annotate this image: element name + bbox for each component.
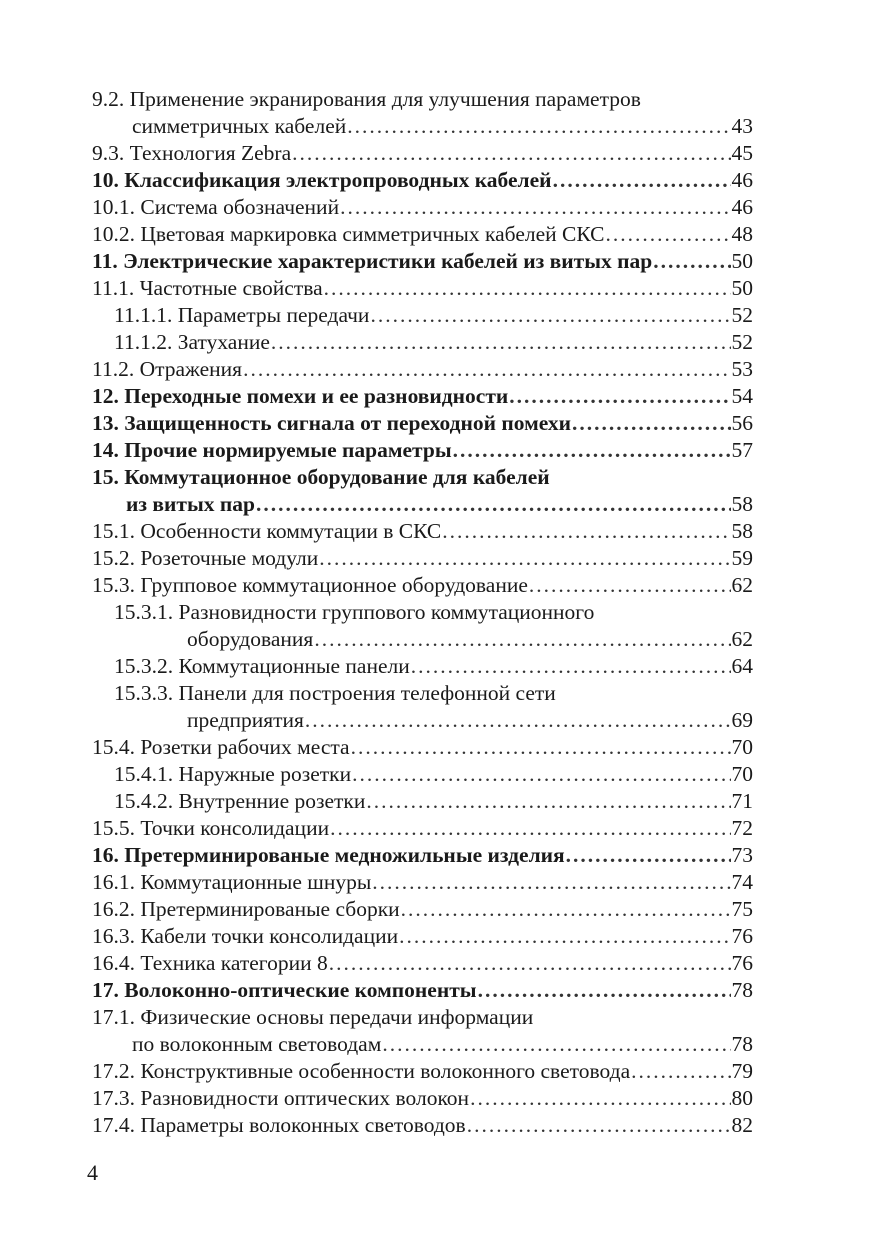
toc-entry-title: 15.5. Точки консолидации [92,816,330,840]
toc-entry-title: 15.4.2. Внутренние розетки [114,789,366,813]
toc-entry-title: 17.3. Разновидности оптических волокон [92,1086,470,1110]
toc-leader-dots [382,1031,730,1058]
toc-entry-title: 11.2. Отражения [92,357,243,381]
toc-entry [92,302,753,329]
toc-entry-title: 15.3.2. Коммутационные панели [114,654,410,678]
toc-leader-dots [256,491,731,518]
toc-entry-title: 16. Претерминированые медножильные изделия [92,843,565,867]
toc-entry-title: 11.1. Частотные свойства [92,276,323,300]
toc-entry-title: 15.3. Групповое коммутационное оборудование [92,573,528,597]
toc-entry-page: 50 [731,276,753,300]
toc-entry-page: 48 [731,222,753,246]
toc-entry-title: 9.2. Применение экранирования для улучшения параметров [92,87,641,111]
toc-entry-page: 64 [731,654,753,678]
toc-entry-page: 57 [731,438,753,462]
toc-entry-page: 46 [731,168,753,192]
toc-leader-dots [329,950,731,977]
toc-entry-title: 16.3. Кабели точки консолидации [92,924,399,948]
toc-entry [92,680,753,707]
toc-entry [92,356,753,383]
toc-entry-title: 17.4. Параметры волоконных световодов [92,1113,466,1137]
toc-leader-dots [305,707,731,734]
toc-leader-dots [347,113,730,140]
toc-entry [92,221,753,248]
toc-leader-dots [442,518,730,545]
toc-entry-page: 52 [731,303,753,327]
toc-entry [92,869,753,896]
toc-entry-page: 79 [731,1059,753,1083]
toc-entry-page: 58 [731,492,753,516]
toc-leader-dots [572,410,730,437]
toc-leader-dots [372,869,730,896]
toc-entry-title: симметричных кабелей [132,114,347,138]
toc-entry-page: 69 [731,708,753,732]
toc-entry-title: 15.3.1. Разновидности группового коммутационного [114,600,595,624]
toc-leader-dots [399,923,730,950]
toc-entry-title: 16.1. Коммутационные шнуры [92,870,372,894]
toc-entry-title: 11.1.1. Параметры передачи [114,303,370,327]
toc-entry-page: 80 [731,1086,753,1110]
toc-leader-dots [352,761,730,788]
toc-entry [92,842,753,869]
toc-entry [92,275,753,302]
toc-entry [92,1058,753,1085]
toc-leader-dots [319,545,730,572]
toc-entry-page: 75 [731,897,753,921]
toc-entry [92,653,753,680]
toc-entry [92,977,753,1004]
toc-entry-page: 72 [731,816,753,840]
toc-entry [92,329,753,356]
toc-leader-dots [324,275,731,302]
toc-entry-page: 54 [731,384,753,408]
toc-entry-title: 15.4.1. Наружные розетки [114,762,352,786]
toc-entry [92,1085,753,1112]
toc-entry [92,140,753,167]
toc-entry-page: 58 [731,519,753,543]
toc-entry [92,788,753,815]
toc-entry [92,572,753,599]
toc-entry-page: 78 [731,1032,753,1056]
toc-leader-dots [653,248,730,275]
toc-entry-page: 70 [731,762,753,786]
toc-entry-title: 10.1. Система обозначений [92,195,340,219]
toc-entry-page: 43 [731,114,753,138]
toc-entry-title: 16.2. Претерминированые сборки [92,897,400,921]
toc-entry-page: 74 [731,870,753,894]
toc-entry [92,113,753,140]
toc-entry [92,410,753,437]
page-number: 4 [87,1160,98,1185]
toc-leader-dots [243,356,730,383]
toc-leader-dots [529,572,731,599]
table-of-contents [92,86,753,1139]
toc-leader-dots [314,626,730,653]
toc-entry [92,248,753,275]
toc-entry-page: 62 [731,627,753,651]
toc-entry-title: оборудования [187,627,314,651]
toc-leader-dots [411,653,731,680]
toc-leader-dots [292,140,730,167]
toc-entry-page: 76 [731,951,753,975]
toc-entry-title: 10. Классификация электропроводных кабелей [92,168,552,192]
toc-entry-page: 71 [731,789,753,813]
toc-entry [92,950,753,977]
toc-entry [92,707,753,734]
toc-entry-title: 15.4. Розетки рабочих места [92,735,350,759]
toc-entry-title: 17.2. Конструктивные особенности волоконного световода [92,1059,631,1083]
toc-entry-title: 14. Прочие нормируемые параметры [92,438,452,462]
toc-entry-title: из витых пар [126,492,255,516]
toc-entry-title: 17. Волоконно-оптические компоненты [92,978,477,1002]
toc-entry [92,167,753,194]
toc-entry-title: 11. Электрические характеристики кабелей из витых пар [92,249,653,273]
toc-entry-title: 15.2. Розеточные модули [92,546,319,570]
toc-entry-title: 17.1. Физические основы передачи информации [92,1005,534,1029]
toc-entry-title: 12. Переходные помехи и ее разновидности [92,384,509,408]
toc-entry-page: 46 [731,195,753,219]
toc-leader-dots [330,815,730,842]
toc-entry-title: 15.1. Особенности коммутации в СКС [92,519,442,543]
toc-entry-page: 50 [731,249,753,273]
toc-entry [92,1031,753,1058]
toc-entry [92,491,753,518]
toc-entry [92,896,753,923]
toc-leader-dots [271,329,731,356]
toc-entry [92,1112,753,1139]
toc-entry-page: 62 [731,573,753,597]
toc-entry [92,734,753,761]
toc-entry-page: 70 [731,735,753,759]
toc-entry-title: 11.1.2. Затухание [114,330,270,354]
toc-entry [92,923,753,950]
toc-leader-dots [340,194,730,221]
toc-leader-dots [478,977,731,1004]
toc-leader-dots [553,167,731,194]
toc-entry-title: 15.3.3. Панели для построения телефонной сети [114,681,556,705]
toc-entry-page: 52 [731,330,753,354]
toc-entry-page: 78 [731,978,753,1002]
toc-leader-dots [401,896,731,923]
toc-entry-title: 9.3. Технология Zebra [92,141,292,165]
toc-entry-page: 56 [731,411,753,435]
toc-leader-dots [631,1058,730,1085]
toc-entry-title: 13. Защищенность сигнала от переходной помехи [92,411,572,435]
toc-leader-dots [509,383,730,410]
toc-entry [92,761,753,788]
toc-entry-page: 82 [731,1113,753,1137]
toc-entry [92,437,753,464]
toc-entry [92,194,753,221]
toc-entry-page: 73 [731,843,753,867]
toc-leader-dots [366,788,730,815]
toc-leader-dots [453,437,731,464]
toc-entry [92,815,753,842]
toc-leader-dots [467,1112,731,1139]
toc-leader-dots [370,302,730,329]
toc-entry [92,86,753,113]
toc-entry [92,383,753,410]
toc-leader-dots [351,734,731,761]
toc-entry [92,545,753,572]
toc-entry [92,518,753,545]
toc-entry-title: 16.4. Техника категории 8 [92,951,328,975]
toc-entry-page: 53 [731,357,753,381]
toc-leader-dots [470,1085,730,1112]
toc-entry-page: 59 [731,546,753,570]
toc-entry-page: 76 [731,924,753,948]
toc-entry [92,626,753,653]
toc-leader-dots [566,842,731,869]
toc-leader-dots [606,221,731,248]
toc-entry-title: 15. Коммутационное оборудование для кабелей [92,465,550,489]
toc-entry-title: предприятия [187,708,304,732]
toc-entry [92,1004,753,1031]
toc-entry-page: 45 [731,141,753,165]
toc-entry-title: по волоконным световодам [132,1032,382,1056]
toc-entry-title: 10.2. Цветовая маркировка симметричных кабелей СКС [92,222,605,246]
toc-entry [92,464,753,491]
toc-entry [92,599,753,626]
